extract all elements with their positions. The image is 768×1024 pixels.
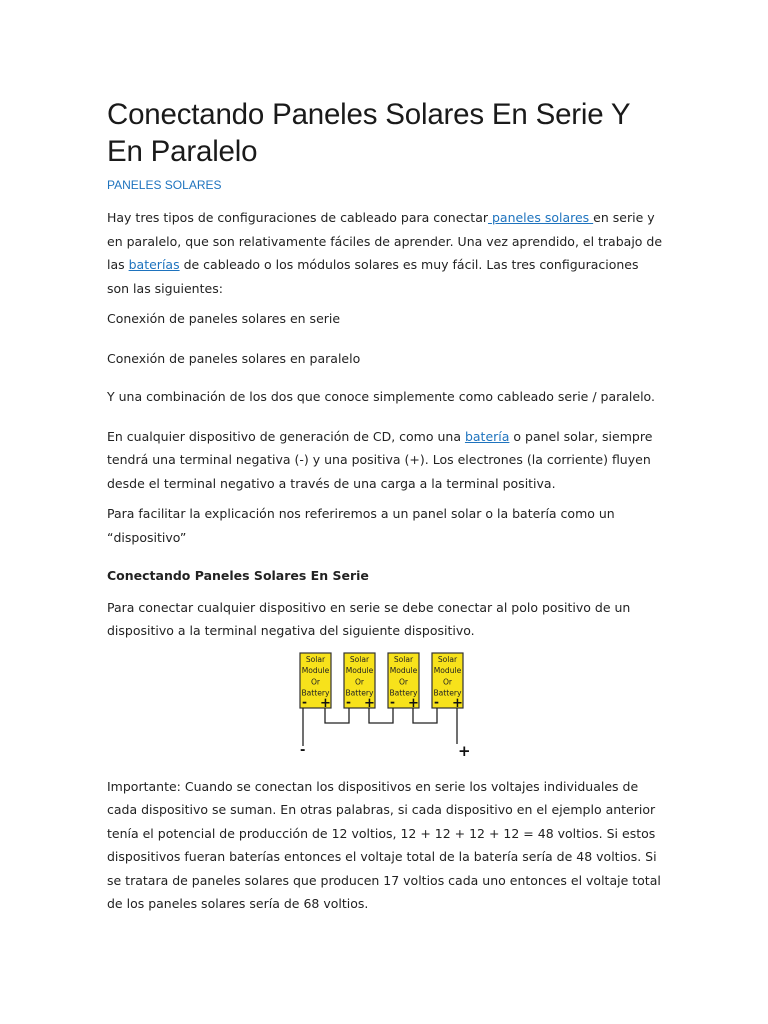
intro-paragraph [107, 206, 663, 300]
module-minus-label: - [346, 694, 351, 709]
series-diagram-svg [293, 651, 473, 761]
module-label-line: Solar [349, 654, 370, 664]
module-label-line: Module [433, 665, 462, 675]
config-series: Conexión de paneles solares en serie [107, 311, 341, 326]
baterias-link[interactable]: baterías [128, 257, 180, 272]
module-label-line: Battery [389, 688, 418, 698]
device-paragraph [107, 425, 663, 496]
page-title: Conectando Paneles Solares En Serie Y En Paralelo [107, 98, 630, 168]
module-label-line: Or [442, 676, 453, 686]
device-text-2: o panel solar, siempre tendrá una terminal negativa (-) y una positiva (+). Los electrones (la corriente) fluyen desde el terminal negativo a través de una carga a la terminal positiva. [107, 428, 653, 491]
module-label-line: Solar [437, 654, 458, 664]
paneles-solares-link[interactable]: paneles solares [488, 210, 594, 225]
module-label-line: Battery [301, 688, 330, 698]
article [107, 96, 663, 916]
output-minus-label: - [300, 742, 306, 758]
config-parallel: Conexión de paneles solares en paralelo [107, 350, 361, 366]
module-label-line: Battery [433, 688, 462, 698]
series-wiring-diagram [293, 651, 473, 761]
module-plus-label: + [320, 695, 331, 711]
module-minus-label: - [302, 694, 307, 709]
config-combined: Y una combinación de los dos que conoce simplemente como cableado serie / paralelo. [107, 389, 655, 404]
module-label-line: Module [345, 665, 374, 675]
important-paragraph: Importante: Cuando se conectan los dispositivos en serie los voltajes individuales de cada dispositivo se suman. En otras palabras, si cada dispositivo en el ejemplo anterior tenía el potencial de producción de 12 voltios, 12 + 12 + 12 + 12 = 48 voltios. Si estos dispositivos fueran baterías entonces el voltaje total de la batería sería de 48 voltios. Si se tratara de paneles solares que producen 17 voltios cada uno entonces el voltaje total de los paneles solares sería de 68 voltios. [107, 778, 661, 911]
intro-text-2: en serie y en paralelo, que son relativamente fáciles de aprender. Una vez aprendido, el trabajo de las [107, 210, 663, 272]
module-label-line: Or [398, 676, 409, 686]
device-text-1: En cualquier dispositivo de generación de CD, como una [107, 428, 465, 444]
section-heading: Conectando Paneles Solares En Serie [107, 568, 369, 583]
module-label-line: Solar [305, 654, 326, 664]
category-link[interactable]: PANELES SOLARES [107, 178, 222, 192]
module-minus-label: - [390, 694, 395, 709]
module-minus-label: - [434, 694, 439, 709]
series-paragraph: Para conectar cualquier dispositivo en serie se debe conectar al polo positivo de un dispositivo a la terminal negativa del siguiente dispositivo. [107, 599, 631, 638]
output-plus-label: + [458, 741, 471, 760]
intro-text-1: Hay tres tipos de configuraciones de cableado para conectar [107, 210, 488, 225]
module-label-line: Or [354, 676, 365, 686]
module-plus-label: + [452, 695, 463, 711]
module-label-line: Module [389, 665, 418, 675]
module-label-line: Solar [393, 654, 414, 664]
intro-text-3: de cableado o los módulos solares es muy fácil. Las tres configuraciones son las siguientes: [107, 257, 639, 296]
module-label-line: Module [301, 665, 330, 675]
explanation-paragraph: Para facilitar la explicación nos referiremos a un panel solar o la batería como un “dispositivo” [107, 506, 615, 545]
module-label-line: Or [310, 676, 321, 686]
module-label-line: Battery [345, 688, 374, 698]
module-plus-label: + [408, 695, 419, 711]
bateria-link[interactable]: batería [464, 428, 510, 444]
module-plus-label: + [364, 695, 375, 711]
